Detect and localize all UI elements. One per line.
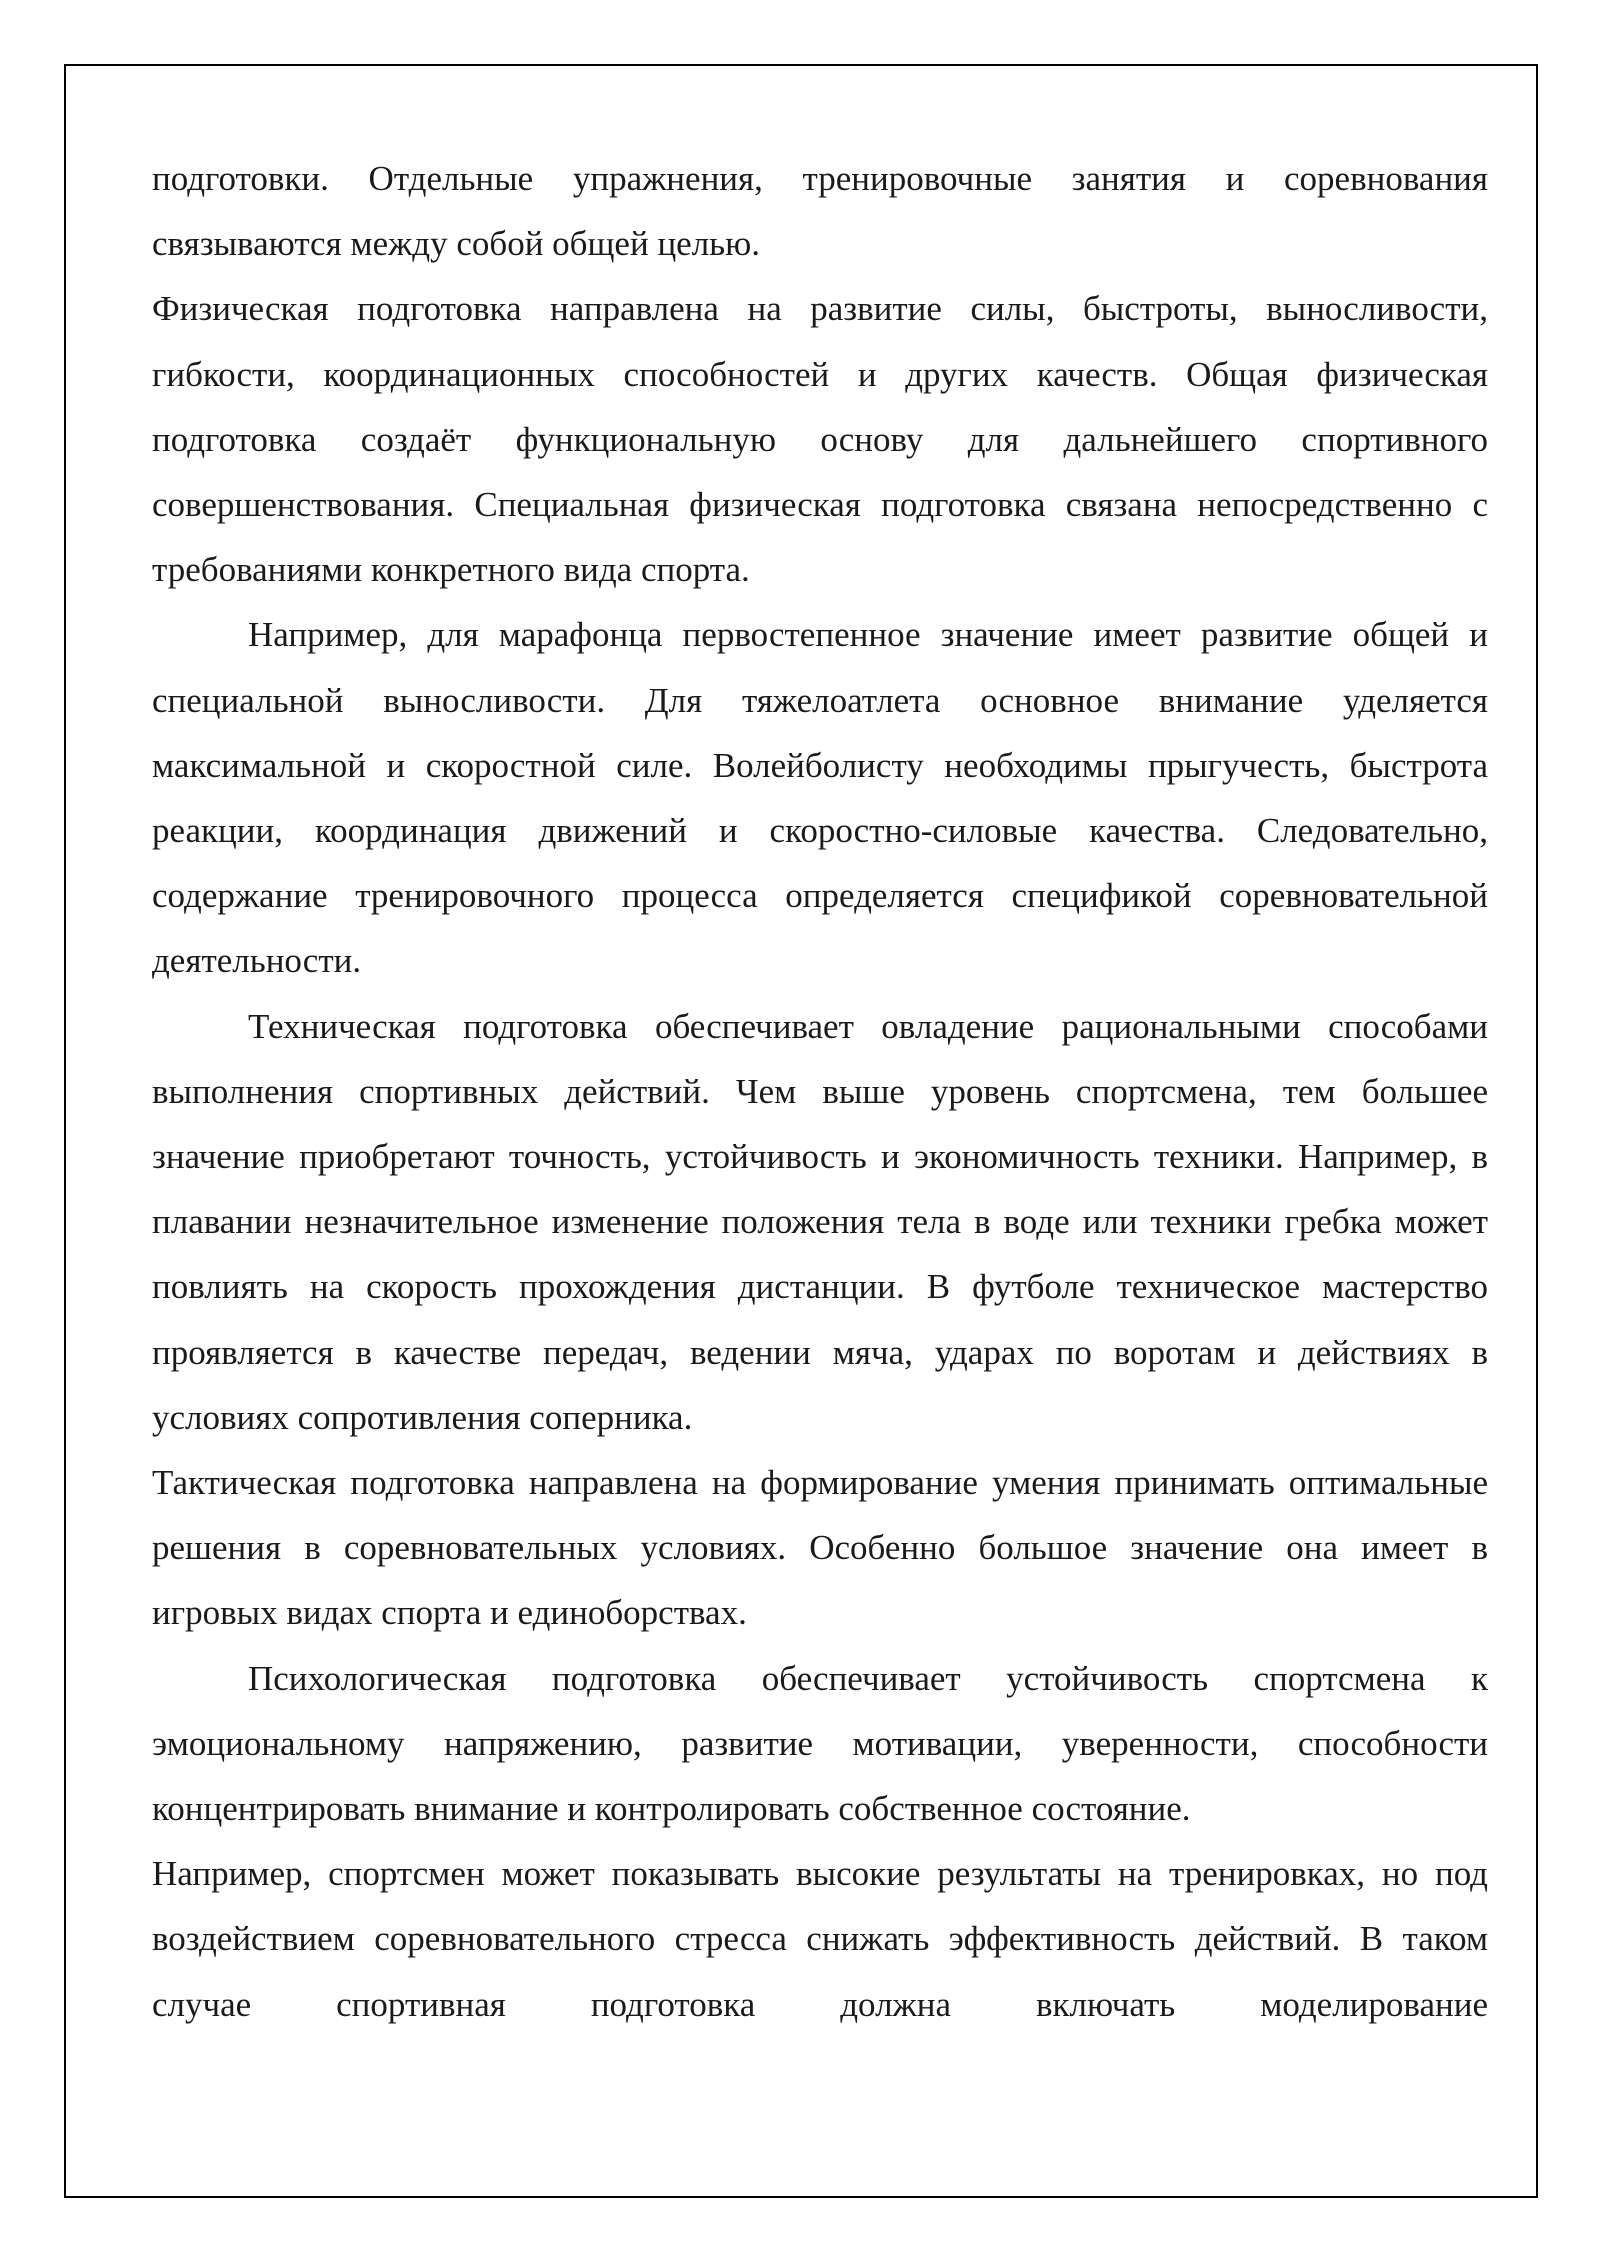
- document-body: [152, 146, 1488, 2037]
- paragraph-psychological-training: Психологическая подготовка обеспечивает устойчивость спортсмена к эмоциональному напряжению, развитие мотивации, уверенности, способности концентрировать внимание и контролировать собственное состояние.: [152, 1658, 1488, 1829]
- paragraph-tactical-training: Тактическая подготовка направлена на формирование умения принимать оптимальные решения в соревновательных условиях. Особенно большое значение она имеет в игровых видах спорта и единоборствах.: [152, 1463, 1488, 1633]
- paragraph-continuation: подготовки. Отдельные упражнения, тренировочные занятия и соревнования связываются между собой общей целью.: [152, 159, 1488, 264]
- paragraph-technical-training: Техническая подготовка обеспечивает овладение рациональными способами выполнения спортивных действий. Чем выше уровень спортсмена, тем большее значение приобретают точность, устойчивость и экономичность техники. Например, в плавании незначительное изменение положения тела в воде или техники гребка может повлиять на скорость прохождения дистанции. В футболе техническое мастерство проявляется в качестве передач, ведении мяча, ударах по воротам и действиях в условиях сопротивления соперника.: [152, 1006, 1488, 1437]
- paragraph-marathon-example: Например, для марафонца первостепенное значение имеет развитие общей и специальной выносливости. Для тяжелоатлета основное внимание уделяется максимальной и скоростной силе. Волейболисту необходимы прыгучесть, быстрота реакции, координация движений и скоростно-силовые качества. Следовательно, содержание тренировочного процесса определяется спецификой соревновательной деятельности.: [152, 615, 1488, 981]
- paragraph-physical-training: Физическая подготовка направлена на развитие силы, быстроты, выносливости, гибкости, координационных способностей и других качеств. Общая физическая подготовка создаёт функциональную основу для дальнейшего спортивного совершенствования. Специальная физическая подготовка связана непосредственно с требованиями конкретного вида спорта.: [152, 289, 1488, 590]
- paragraph-stress-example: Например, спортсмен может показывать высокие результаты на тренировках, но под воздействием соревновательного стресса снижать эффективность действий. В таком случае спортивная подготовка должна включать моделирование: [152, 1854, 1488, 2024]
